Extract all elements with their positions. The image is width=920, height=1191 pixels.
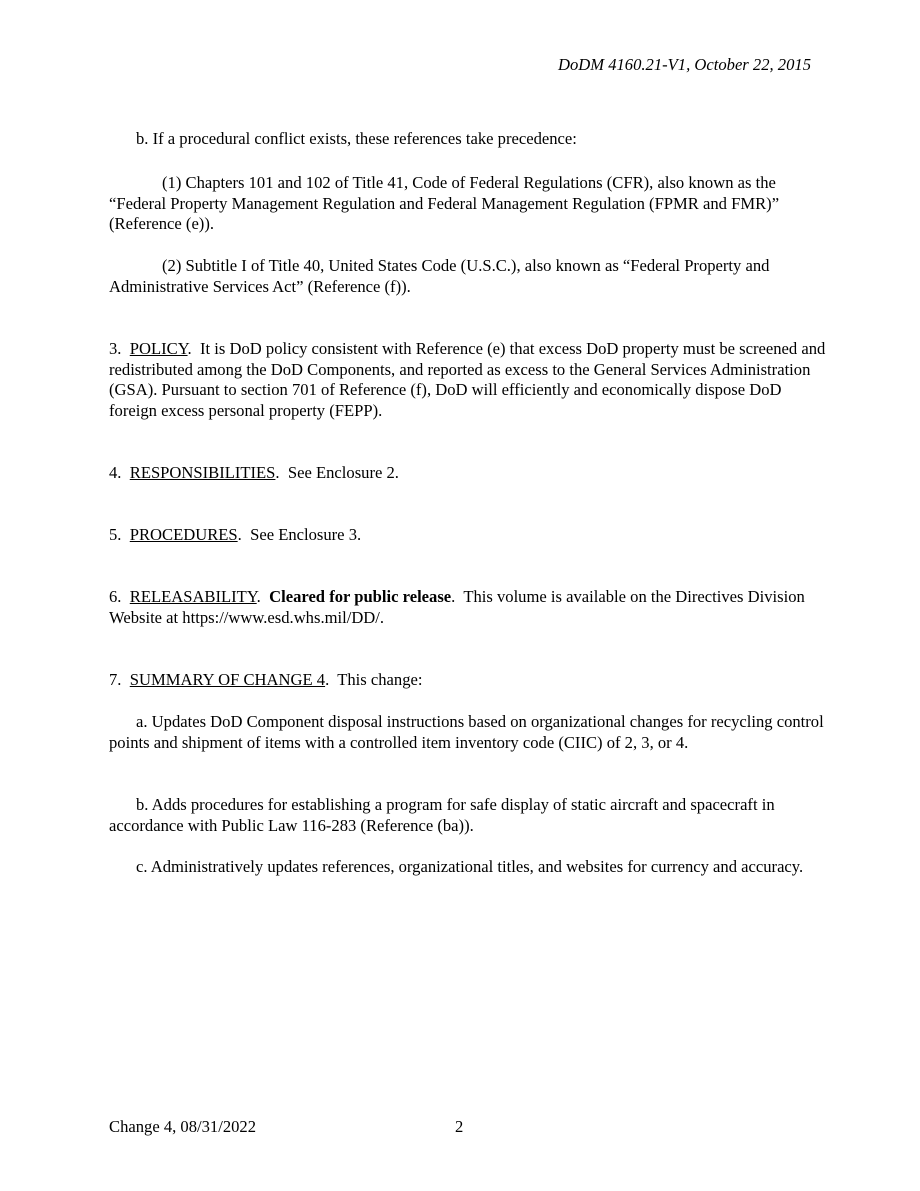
- releasability-heading: RELEASABILITY: [129, 587, 257, 606]
- procedures-section: 5. PROCEDURES. See Enclosure 3.: [109, 525, 362, 544]
- procedures-number: 5.: [109, 525, 122, 544]
- summary-heading: SUMMARY OF CHANGE 4: [129, 670, 326, 689]
- policy-text: It is DoD policy consistent with Reference (e) that excess DoD property must be screened and redistributed among the DoD Components, and reported as excess to the General Services Administration (GSA). Pursuant to section 701 of Reference (f), DoD will efficiently and economically dispose DoD foreign excess personal property (FEPP).: [109, 339, 826, 420]
- summary-section: 7. SUMMARY OF CHANGE 4. This change:: [109, 670, 423, 689]
- releasability-number: 6.: [109, 587, 122, 606]
- summary-number: 7.: [109, 670, 122, 689]
- releasability-section: 6. RELEASABILITY. Cleared for public release. This volume is available on the Directives Division Website at https://www.esd.whs.mil/DD/.: [109, 587, 805, 627]
- section-b-intro: b. If a procedural conflict exists, these references take precedence:: [136, 129, 577, 148]
- releasability-bold: Cleared for public release: [269, 587, 452, 606]
- footer-change: Change 4, 08/31/2022: [109, 1117, 257, 1136]
- footer-page-number: 2: [455, 1117, 464, 1136]
- summary-item-a: a. Updates DoD Component disposal instructions based on organizational changes for recycling control points and shipment of items with a controlled item inventory code (CIIC) of 2, 3, or 4.: [109, 712, 824, 752]
- policy-section: 3. POLICY. It is DoD policy consistent with Reference (e) that excess DoD property must be screened and redistributed among the DoD Components, and reported as excess to the General Services Administration (GSA). Pursuant to section 701 of Reference (f), DoD will efficiently and economically dispose DoD foreign excess personal property (FEPP).: [109, 339, 826, 420]
- summary-item-c: c. Administratively updates references, organizational titles, and websites for currency and accuracy.: [136, 857, 804, 876]
- summary-item-b: b. Adds procedures for establishing a program for safe display of static aircraft and spacecraft in accordance with Public Law 116-283 (Reference (ba)).: [109, 795, 775, 835]
- releasability-text: This volume is available on the Directives Division Website at https://www.esd.whs.mil/DD/.: [109, 587, 805, 627]
- procedures-heading: PROCEDURES: [129, 525, 238, 544]
- responsibilities-heading: RESPONSIBILITIES: [129, 463, 276, 482]
- responsibilities-section: 4. RESPONSIBILITIES. See Enclosure 2.: [109, 463, 399, 482]
- responsibilities-text: See Enclosure 2.: [287, 463, 399, 482]
- reference-item-2: (2) Subtitle I of Title 40, United States Code (U.S.C.), also known as “Federal Property and Administrative Services Act” (Reference (f)).: [109, 256, 770, 296]
- reference-item-1: (1) Chapters 101 and 102 of Title 41, Code of Federal Regulations (CFR), also known as the “Federal Property Management Regulation and Federal Management Regulation (FPMR and FMR)” (Reference (e)).: [109, 173, 780, 234]
- summary-text: This change:: [337, 670, 423, 689]
- responsibilities-number: 4.: [109, 463, 122, 482]
- policy-number: 3.: [109, 339, 122, 358]
- procedures-text: See Enclosure 3.: [250, 525, 362, 544]
- policy-heading: POLICY: [129, 339, 188, 358]
- document-header: DoDM 4160.21-V1, October 22, 2015: [557, 55, 811, 74]
